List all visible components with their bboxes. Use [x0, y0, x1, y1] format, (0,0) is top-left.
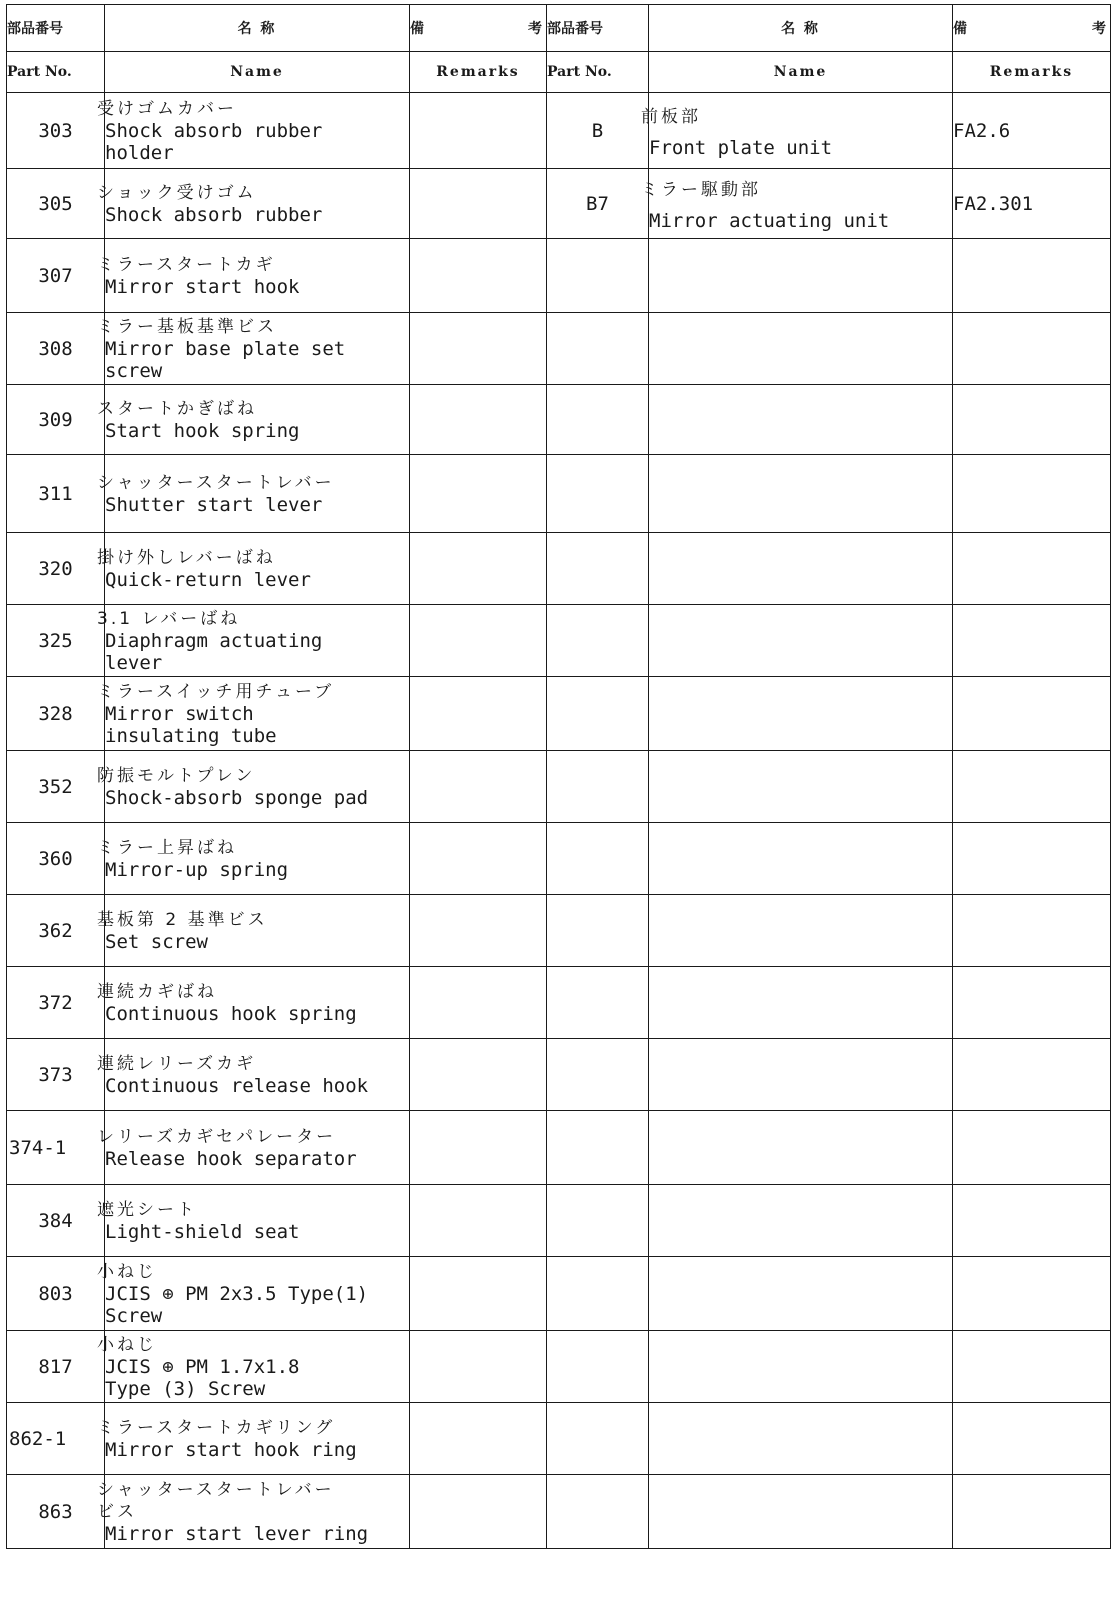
part-number: 320 — [7, 533, 105, 605]
header-part-no-jp-right: 部品番号 — [547, 5, 649, 52]
part-name-en: Set screw — [105, 930, 208, 953]
remarks-cell — [410, 1475, 547, 1549]
header-name-en: Name — [105, 52, 410, 93]
part-name — [97, 1039, 410, 1111]
part-name-jp: 遮光シート — [97, 1199, 197, 1220]
part-name — [97, 677, 410, 751]
part-name-right — [649, 823, 953, 895]
part-name-jp: 基板第 2 基準ビス — [97, 909, 268, 930]
remarks-cell-right — [953, 677, 1111, 751]
part-number: 328 — [7, 677, 105, 751]
table-row — [7, 455, 1111, 533]
header-row-jp — [7, 5, 1111, 52]
part-name-jp: 受けゴムカバー — [97, 98, 237, 119]
part-name — [97, 895, 410, 967]
part-number: 352 — [7, 751, 105, 823]
remarks-cell-right — [953, 455, 1111, 533]
part-number: 817 — [7, 1331, 105, 1403]
part-name-right — [649, 533, 953, 605]
table-row — [7, 677, 1111, 751]
part-name-jp: レリーズカギセパレーター — [97, 1126, 337, 1147]
remarks-cell-right: FA2.301 — [953, 169, 1111, 239]
part-number-right — [547, 533, 649, 605]
part-name-right — [649, 1331, 953, 1403]
part-name-right — [649, 239, 953, 313]
part-number-right — [547, 677, 649, 751]
table-row — [7, 751, 1111, 823]
table-row — [7, 1331, 1111, 1403]
table-row — [7, 967, 1111, 1039]
header-part-no-jp: 部品番号 — [7, 5, 105, 52]
part-number-right — [547, 1331, 649, 1403]
part-name-jp: 小ねじ — [97, 1261, 157, 1282]
remarks-cell-right — [953, 1257, 1111, 1331]
part-name-right — [649, 967, 953, 1039]
remarks-cell-right — [953, 895, 1111, 967]
part-name-jp: ミラースタートカギリング — [97, 1417, 336, 1438]
part-name — [97, 967, 410, 1039]
table-row — [7, 239, 1111, 313]
part-name-en: Shock absorb rubber — [105, 203, 323, 226]
part-number: 384 — [7, 1185, 105, 1257]
part-name — [97, 455, 410, 533]
part-name — [97, 93, 410, 169]
part-number: 303 — [7, 93, 105, 169]
part-name-jp: 3.1 レバーばね — [97, 608, 241, 629]
remarks-cell — [410, 1257, 547, 1331]
part-name-right — [649, 1475, 953, 1549]
part-name-en-cont: holder — [105, 141, 174, 164]
part-name-jp-cont: ビス — [97, 1501, 137, 1522]
part-name — [97, 313, 410, 385]
part-name-en-right: Mirror actuating unit — [649, 210, 890, 232]
remarks-cell — [410, 1403, 547, 1475]
part-number: 373 — [7, 1039, 105, 1111]
part-number-right — [547, 1403, 649, 1475]
part-name-right — [649, 1257, 953, 1331]
part-number-right: B7 — [547, 169, 649, 239]
part-name-en: Mirror-up spring — [105, 858, 289, 881]
part-number: 362 — [7, 895, 105, 967]
part-number: 374-1 — [7, 1111, 105, 1185]
part-number-right — [547, 239, 649, 313]
part-name-en-cont: Type (3) Screw — [105, 1377, 266, 1400]
header-name-jp: 名 称 — [105, 5, 410, 52]
part-name — [97, 533, 410, 605]
remarks-cell-right — [953, 1403, 1111, 1475]
part-name-jp-right: 前板部 — [641, 107, 701, 127]
part-name-jp: スタートかぎばね — [97, 398, 257, 419]
part-name — [97, 751, 410, 823]
part-name-jp: シャッタースタートレバー — [97, 1479, 335, 1500]
table-row — [7, 385, 1111, 455]
part-number-right — [547, 313, 649, 385]
part-name-en: Light-shield seat — [105, 1220, 300, 1243]
part-name-en-cont: screw — [105, 359, 163, 382]
table-row — [7, 1185, 1111, 1257]
part-name-en-right: Front plate unit — [649, 137, 833, 159]
part-name-right — [649, 895, 953, 967]
header-remarks-en: Remarks — [410, 52, 547, 93]
remarks-cell — [410, 1111, 547, 1185]
remarks-cell — [410, 1039, 547, 1111]
remarks-cell — [410, 677, 547, 751]
part-number-right — [547, 823, 649, 895]
part-number-right — [547, 385, 649, 455]
table-row — [7, 605, 1111, 677]
part-name-right — [649, 455, 953, 533]
remarks-cell-right — [953, 967, 1111, 1039]
part-name-jp: 連続カギばね — [97, 981, 217, 1002]
part-name-en: Mirror start hook — [105, 275, 300, 298]
remarks-cell — [410, 895, 547, 967]
remarks-cell — [410, 385, 547, 455]
header-row-en — [7, 52, 1111, 93]
table-row — [7, 1111, 1111, 1185]
table-row — [7, 93, 1111, 169]
part-number: 309 — [7, 385, 105, 455]
part-name-right — [649, 1185, 953, 1257]
header-name-jp-right: 名 称 — [649, 5, 953, 52]
remarks-cell-right — [953, 533, 1111, 605]
part-name-jp: 掛け外しレバーばね — [97, 547, 276, 568]
remarks-cell-right — [953, 823, 1111, 895]
part-name-en: Shock absorb rubber — [105, 119, 323, 142]
part-number-right — [547, 1185, 649, 1257]
header-remarks-jp-right: 備 考 — [953, 5, 1111, 52]
part-number-right — [547, 895, 649, 967]
part-number-right: B — [547, 93, 649, 169]
part-name-jp: ミラー基板基準ビス — [97, 316, 277, 337]
part-name — [97, 1403, 410, 1475]
part-number-right — [547, 1257, 649, 1331]
part-number: 307 — [7, 239, 105, 313]
remarks-cell — [410, 93, 547, 169]
remarks-cell — [410, 313, 547, 385]
remarks-cell-right — [953, 1185, 1111, 1257]
remarks-cell-right — [953, 239, 1111, 313]
part-name-jp: ミラースイッチ用チューブ — [97, 681, 335, 702]
part-name-jp: ミラースタートカギ — [97, 254, 276, 275]
header-remarks-en-right: Remarks — [953, 52, 1111, 93]
part-number: 360 — [7, 823, 105, 895]
parts-list-sheet — [6, 4, 1110, 1602]
part-number: 308 — [7, 313, 105, 385]
table-row — [7, 1257, 1111, 1331]
part-name-jp: シャッタースタートレバー — [97, 472, 335, 493]
part-name-jp-right: ミラー駆動部 — [641, 180, 761, 200]
part-name-right — [649, 1403, 953, 1475]
part-name-right — [649, 313, 953, 385]
table-row — [7, 1475, 1111, 1549]
part-name-en: Diaphragm actuating — [105, 629, 323, 652]
remarks-cell-right: FA2.6 — [953, 93, 1111, 169]
remarks-cell — [410, 1331, 547, 1403]
remarks-cell — [410, 1185, 547, 1257]
part-number-right — [547, 1039, 649, 1111]
remarks-cell-right — [953, 1331, 1111, 1403]
part-number: 372 — [7, 967, 105, 1039]
header-part-no-en-right: Part No. — [547, 52, 649, 93]
part-name-en: Start hook spring — [105, 419, 300, 442]
remarks-cell — [410, 751, 547, 823]
remarks-cell-right — [953, 385, 1111, 455]
part-name-right — [649, 677, 953, 751]
remarks-cell-right — [953, 313, 1111, 385]
part-name-en: Mirror start lever ring — [105, 1522, 369, 1545]
remarks-cell-right — [953, 1475, 1111, 1549]
part-name-en-cont: insulating tube — [105, 724, 277, 747]
part-name-en: Continuous hook spring — [105, 1002, 357, 1025]
part-name — [97, 385, 410, 455]
table-row — [7, 169, 1111, 239]
part-name-en: JCIS ⊕ PM 1.7x1.8 — [105, 1355, 300, 1378]
header-remarks-jp: 備 考 — [410, 5, 547, 52]
remarks-cell — [410, 239, 547, 313]
part-number: 862-1 — [7, 1403, 105, 1475]
part-name — [97, 1331, 410, 1403]
part-name-en: Mirror base plate set — [105, 337, 346, 360]
part-name-right — [649, 1111, 953, 1185]
part-number-right — [547, 751, 649, 823]
part-name-right — [649, 751, 953, 823]
part-name-right — [649, 1039, 953, 1111]
part-name — [97, 169, 410, 239]
remarks-cell — [410, 823, 547, 895]
table-row — [7, 1039, 1111, 1111]
part-name — [97, 1111, 410, 1185]
part-name-jp: ショック受けゴム — [97, 182, 257, 203]
part-name — [97, 239, 410, 313]
part-name-right — [649, 605, 953, 677]
part-number-right — [547, 455, 649, 533]
part-name-en: Mirror switch — [105, 702, 254, 725]
part-name-en: Mirror start hook ring — [105, 1438, 357, 1461]
part-number-right — [547, 967, 649, 1039]
part-number: 305 — [7, 169, 105, 239]
remarks-cell — [410, 169, 547, 239]
part-name-en-cont: Screw — [105, 1304, 163, 1327]
part-number-right — [547, 1475, 649, 1549]
table-row — [7, 823, 1111, 895]
remarks-cell — [410, 967, 547, 1039]
remarks-cell-right — [953, 751, 1111, 823]
part-number: 311 — [7, 455, 105, 533]
part-name-jp: 連続レリーズカギ — [97, 1053, 257, 1074]
part-name-jp: 小ねじ — [97, 1334, 157, 1355]
part-name-en-cont: lever — [105, 651, 163, 674]
remarks-cell — [410, 605, 547, 677]
part-name-en: Shock-absorb sponge pad — [105, 786, 369, 809]
part-number-right — [547, 1111, 649, 1185]
parts-table-body — [7, 93, 1111, 1549]
part-number-right — [547, 605, 649, 677]
part-name-en: Release hook separator — [105, 1147, 357, 1170]
part-name-right — [649, 385, 953, 455]
part-name — [97, 823, 410, 895]
remarks-cell-right — [953, 1111, 1111, 1185]
table-row — [7, 895, 1111, 967]
table-row — [7, 533, 1111, 605]
remarks-cell-right — [953, 1039, 1111, 1111]
part-number: 863 — [7, 1475, 105, 1549]
part-name — [97, 1475, 410, 1549]
part-name — [97, 1257, 410, 1331]
header-part-no-en: Part No. — [7, 52, 105, 93]
part-name-en: JCIS ⊕ PM 2x3.5 Type(1) — [105, 1282, 369, 1305]
remarks-cell — [410, 455, 547, 533]
part-name-jp: 防振モルトプレン — [97, 765, 256, 786]
part-number: 325 — [7, 605, 105, 677]
part-name-en: Continuous release hook — [105, 1074, 369, 1097]
remarks-cell-right — [953, 605, 1111, 677]
part-name-right — [641, 169, 953, 239]
part-name-en: Quick-return lever — [105, 568, 311, 591]
header-name-en-right: Name — [649, 52, 953, 93]
parts-table — [6, 4, 1111, 1549]
part-number: 803 — [7, 1257, 105, 1331]
part-name — [97, 605, 410, 677]
part-name — [97, 1185, 410, 1257]
part-name-right — [641, 93, 953, 169]
table-row — [7, 1403, 1111, 1475]
part-name-jp: ミラー上昇ばね — [97, 837, 237, 858]
remarks-cell — [410, 533, 547, 605]
table-row — [7, 313, 1111, 385]
part-name-en: Shutter start lever — [105, 493, 323, 516]
